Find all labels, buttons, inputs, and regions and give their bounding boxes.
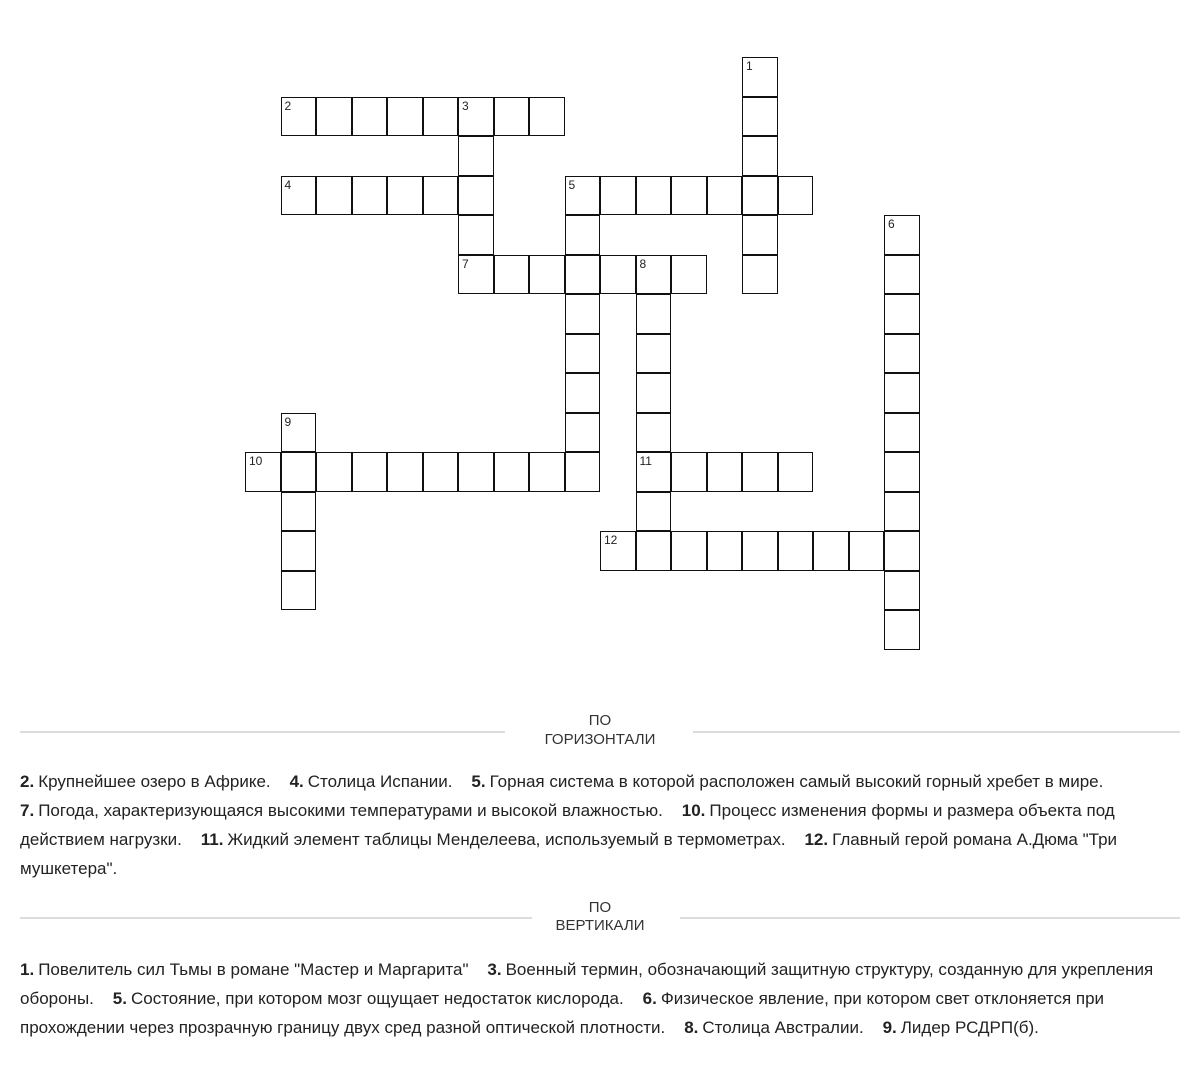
crossword-cell[interactable]: [458, 215, 494, 255]
crossword-cell[interactable]: [600, 176, 636, 216]
crossword-cell[interactable]: [884, 334, 920, 374]
down-heading-top: ПО: [588, 899, 612, 916]
crossword-cell[interactable]: [387, 176, 423, 216]
clue-text: Столица Австралии.: [702, 1018, 864, 1037]
crossword-cell[interactable]: [636, 334, 672, 374]
across-clue: [201, 830, 786, 849]
crossword-cell[interactable]: [281, 452, 317, 492]
crossword-cell[interactable]: [884, 255, 920, 295]
clue-number: 3: [462, 98, 469, 113]
crossword-cell[interactable]: [742, 255, 778, 295]
across-clue: [471, 772, 1103, 791]
across-clue: [290, 772, 453, 791]
clue-text: Лидер РСДРП(б).: [900, 1018, 1039, 1037]
crossword-cell[interactable]: [636, 176, 672, 216]
crossword-cell[interactable]: [565, 413, 601, 453]
crossword-cell[interactable]: [423, 97, 459, 137]
crossword-cell[interactable]: [458, 136, 494, 176]
crossword-cell[interactable]: [423, 176, 459, 216]
crossword-cell[interactable]: [742, 97, 778, 137]
crossword-cell[interactable]: [600, 255, 636, 295]
crossword-cell[interactable]: [742, 452, 778, 492]
crossword-cell[interactable]: [352, 176, 388, 216]
crossword-cell[interactable]: [742, 136, 778, 176]
crossword-cell[interactable]: [281, 492, 317, 532]
crossword-cell[interactable]: [458, 255, 494, 295]
clue-text: Повелитель сил Тьмы в романе "Мастер и Маргарита": [38, 960, 469, 979]
crossword-cell[interactable]: [671, 255, 707, 295]
crossword-cell[interactable]: [636, 373, 672, 413]
crossword-cell[interactable]: [778, 531, 814, 571]
crossword-cell[interactable]: [600, 531, 636, 571]
crossword-cell[interactable]: [565, 215, 601, 255]
across-clue: [20, 772, 271, 791]
clue-text: Процесс изменения формы и размера объекта под действием нагрузки.: [20, 801, 1115, 849]
crossword-cell[interactable]: [636, 255, 672, 295]
clue-text: Физическое явление, при котором свет отклоняется при прохождении через прозрачную границу двух сред разной оптической плотности.: [20, 989, 1105, 1037]
clue-label: 5.: [112, 989, 127, 1008]
clue-number: 9: [284, 414, 292, 429]
crossword-cell[interactable]: [636, 452, 672, 492]
crossword-cell[interactable]: [281, 176, 317, 216]
crossword-cell[interactable]: [742, 57, 778, 97]
clue-text: Горная система в которой расположен самый высокий горный хребет в мире.: [489, 772, 1104, 791]
clue-number: 12: [604, 533, 618, 547]
crossword-cell[interactable]: [707, 531, 743, 571]
down-heading: ВЕРТИКАЛИ: [555, 917, 645, 934]
clue-text: Военный термин, обозначающий защитную структуру, созданную для укрепления обороны.: [20, 960, 1154, 1008]
crossword-cell[interactable]: [281, 571, 317, 611]
crossword-cell[interactable]: [884, 610, 920, 650]
crossword-cell[interactable]: [884, 294, 920, 334]
crossword-cell[interactable]: [636, 531, 672, 571]
crossword-cell[interactable]: [316, 452, 352, 492]
crossword-cell[interactable]: [742, 176, 778, 216]
crossword-cell[interactable]: [565, 452, 601, 492]
crossword-cell[interactable]: [281, 413, 317, 453]
crossword-cell[interactable]: [636, 492, 672, 532]
crossword-cell[interactable]: [316, 176, 352, 216]
across-heading: ГОРИЗОНТАЛИ: [544, 731, 656, 748]
crossword-cell[interactable]: [671, 452, 707, 492]
crossword-cell[interactable]: [671, 176, 707, 216]
crossword-cell[interactable]: [529, 97, 565, 137]
down-clue: [113, 989, 624, 1008]
crossword-cell[interactable]: [387, 97, 423, 137]
crossword-cell[interactable]: [884, 215, 920, 255]
across-clues: [20, 767, 1185, 883]
clue-text: Погода, характеризующаяся высокими температурами и высокой влажностью.: [38, 801, 663, 820]
crossword-cell[interactable]: [849, 531, 885, 571]
clue-number: 1: [746, 59, 753, 73]
crossword-cell[interactable]: [707, 452, 743, 492]
crossword-cell[interactable]: [778, 176, 814, 216]
crossword-cell[interactable]: [884, 531, 920, 571]
across-clue: [20, 801, 663, 820]
clue-number: 10: [249, 454, 263, 468]
crossword-cell[interactable]: [281, 531, 317, 571]
crossword-cell[interactable]: [281, 97, 317, 137]
crossword-cell[interactable]: [636, 294, 672, 334]
across-heading-top: ПО: [588, 712, 612, 729]
clue-text: Жидкий элемент таблицы Менделеева, используемый в термометрах.: [227, 830, 786, 849]
clue-label: 7.: [20, 801, 35, 820]
clue-label: 2.: [20, 772, 35, 791]
clue-label: 9.: [882, 1018, 897, 1037]
clue-number: 5: [568, 177, 576, 192]
clue-number: 2: [284, 98, 292, 113]
clue-label: 3.: [487, 960, 502, 979]
clue-text: Столица Испании.: [307, 772, 453, 791]
crossword-cell[interactable]: [529, 255, 565, 295]
crossword-cell[interactable]: [884, 413, 920, 453]
crossword-cell[interactable]: [778, 452, 814, 492]
down-clue: [883, 1018, 1039, 1037]
crossword-cell[interactable]: [352, 97, 388, 137]
crossword-cell[interactable]: [387, 452, 423, 492]
clue-label: 11.: [200, 830, 224, 849]
clue-label: 10.: [681, 801, 706, 820]
crossword-cell[interactable]: [565, 255, 601, 295]
clue-text: Крупнейшее озеро в Африке.: [38, 772, 271, 791]
crossword-cell[interactable]: [884, 492, 920, 532]
crossword-cell[interactable]: [565, 334, 601, 374]
clue-label: 8.: [684, 1018, 699, 1037]
crossword-cell[interactable]: [707, 176, 743, 216]
crossword-cell[interactable]: [884, 373, 920, 413]
down-clue: [20, 960, 469, 979]
clue-number: 6: [888, 217, 895, 231]
crossword-cell[interactable]: [884, 571, 920, 611]
clue-label: 12.: [804, 830, 829, 849]
crossword-cell[interactable]: [884, 452, 920, 492]
crossword-cell[interactable]: [813, 531, 849, 571]
crossword-cell[interactable]: [742, 531, 778, 571]
clue-label: 4.: [289, 772, 304, 791]
clue-number: 8: [639, 256, 647, 271]
clue-number: 7: [462, 256, 469, 271]
crossword-cell[interactable]: [494, 255, 530, 295]
crossword-cell[interactable]: [458, 452, 494, 492]
crossword-cell[interactable]: [458, 97, 494, 137]
crossword-cell[interactable]: [671, 531, 707, 571]
crossword-cell[interactable]: [423, 452, 459, 492]
crossword-cell[interactable]: [494, 452, 530, 492]
clue-label: 5.: [471, 772, 486, 791]
crossword-cell[interactable]: [565, 294, 601, 334]
clue-text: Состояние, при котором мозг ощущает недостаток кислорода.: [130, 989, 624, 1008]
crossword-cell[interactable]: [529, 452, 565, 492]
crossword-cell[interactable]: [565, 176, 601, 216]
clue-number: 4: [284, 177, 292, 192]
crossword-cell[interactable]: [352, 452, 388, 492]
down-clue: [684, 1018, 863, 1037]
crossword-cell[interactable]: [458, 176, 494, 216]
clue-number: 11: [639, 454, 652, 468]
clue-label: 1.: [20, 960, 35, 979]
crossword-cell[interactable]: [316, 97, 352, 137]
crossword-cell[interactable]: [565, 373, 601, 413]
down-clues: [20, 955, 1185, 1042]
clue-label: 6.: [642, 989, 657, 1008]
crossword-cell[interactable]: [742, 215, 778, 255]
clue-text: Главный герой романа А.Дюма "Три мушкетера".: [20, 830, 1118, 878]
crossword-cell[interactable]: [494, 97, 530, 137]
crossword-cell[interactable]: [245, 452, 281, 492]
crossword-cell[interactable]: [636, 413, 672, 453]
